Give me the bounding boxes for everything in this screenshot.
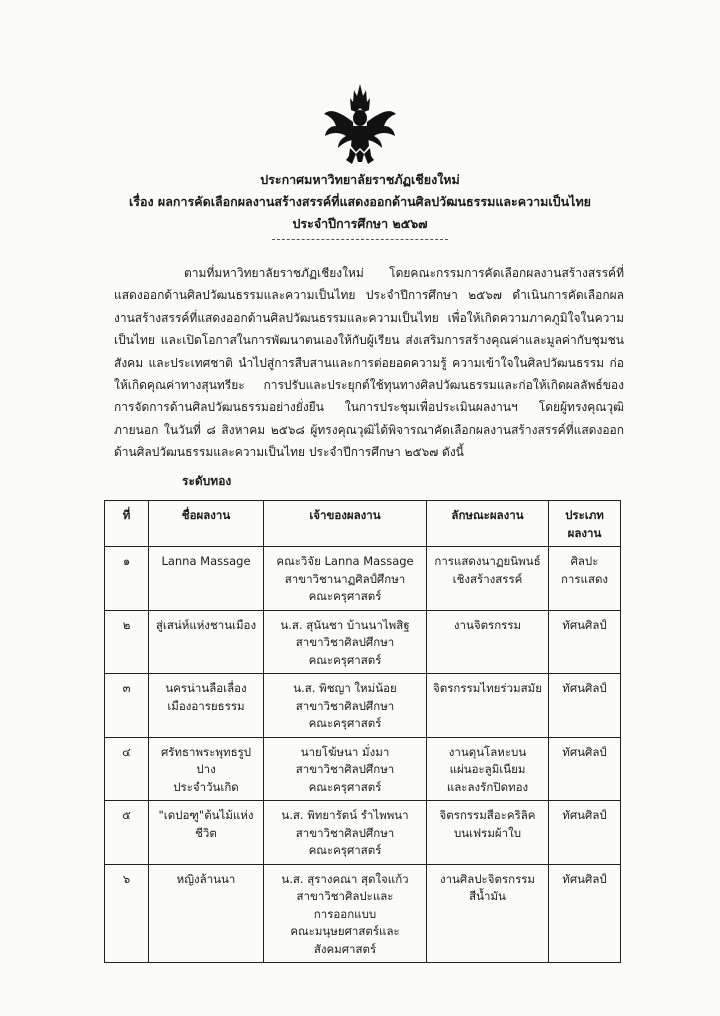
title-separator [272,239,448,240]
header-work-name: ชื่อผลงาน [149,501,264,547]
cell-owner: น.ส. พิทยารัตน์ รำไพพนา สาขาวิชาศิลปศึกษา คณะครุศาสตร์ [264,801,427,865]
cell-name: นครน่านลือเลื่อง เมืองอารยธรรม [149,674,264,738]
announcement-title: ประกาศมหาวิทยาลัยราชภัฏเชียงใหม่ [260,172,460,187]
announcement-subject: เรื่อง ผลการคัดเลือกผลงานสร้างสรรค์ที่แสดงออกด้านศิลปวัฒนธรรมและความเป็นไทย [128,194,592,209]
table-row [105,674,621,738]
table-row [105,610,621,674]
cell-type: ทัศนศิลป์ [549,864,621,963]
cell-owner: น.ส. พิชญา ใหม่น้อย สาขาวิชาศิลปศึกษา คณะครุศาสตร์ [264,674,427,738]
cell-name: "เดปอฑู"ต้นไม้แห่ง ชีวิต [149,801,264,865]
cell-style: งานดุนโลหะบน แผ่นอะลูมิเนียม และลงรักปิดทอง [427,737,549,801]
cell-owner: น.ส. สุนันชา บ้านนาไพสิฐ สาขาวิชาศิลปศึกษา คณะครุศาสตร์ [264,610,427,674]
cell-style: จิตรกรรมสีอะคริลิค บนเฟรมผ้าใบ [427,801,549,865]
award-level-heading: ระดับทอง [182,474,232,488]
awards-table [104,500,621,963]
table-row [105,864,621,963]
cell-style: จิตรกรรมไทยร่วมสมัย [427,674,549,738]
cell-owner: น.ส. สุรางคณา สุดใจแก้ว สาขาวิชาศิลปะและ การออกแบบ คณะมนุษยศาสตร์และ สังคมศาสตร์ [264,864,427,963]
cell-no: ๒ [105,610,149,674]
cell-name: หญิงล้านนา [149,864,264,963]
cell-name: สู่เสน่ห์แห่งชานเมือง [149,610,264,674]
cell-no: ๓ [105,674,149,738]
cell-type: ศิลปะ การแสดง [549,547,621,611]
table-row [105,737,621,801]
cell-name: Lanna Massage [149,547,264,611]
table-body [105,547,621,963]
cell-no: ๑ [105,547,149,611]
header-work-style: ลักษณะผลงาน [427,501,549,547]
cell-owner: คณะวิจัย Lanna Massage สาขาวิชานาฏศิลป์ศึกษา คณะครุศาสตร์ [264,547,427,611]
header-work-type: ประเภท ผลงาน [549,501,621,547]
table-row [105,547,621,611]
header-owner: เจ้าของผลงาน [264,501,427,547]
table-header-row [105,501,621,547]
announcement-paragraph: ตามที่มหาวิทยาลัยราชภัฏเชียงใหม่ โดยคณะกรรมการคัดเลือกผลงานสร้างสรรค์ที่แสดงออกด้านศิลปวัฒนธรรมและความเป็นไทย ประจำปีการศึกษา ๒๕๖๗ ดำเนินการคัดเลือกผลงานสร้างสรรค์ที่แสดงออกด้านศิลปวัฒนธรรมและความเป็นไทย เพื่อให้เกิดความภาคภูมิใจในความเป็นไทย และเปิดโอกาสในการพัฒนาตนเองให้กับผู้เรียน ส่งเสริมการสร้างคุณค่าและมูลค่ากับชุมชน สังคม และประเทศชาติ นำไปสู่การสืบสานและการต่อยอดความรู้ ความเข้าใจในศิลปวัฒนธรรม ก่อให้เกิดคุณค่าทางสุนทรียะ การปรับและประยุกต์ใช้ทุนทางศิลปวัฒนธรรมและก่อให้เกิดผลลัพธ์ของการจัดการด้านศิลปวัฒนธรรมอย่างยั่งยืน ในการประชุมเพื่อประเมินผลงานฯ โดยผู้ทรงคุณวุฒิภายนอก ในวันที่ ๘ สิงหาคม ๒๕๖๘ ผู้ทรงคุณวุฒิได้พิจารณาคัดเลือกผลงานสร้างสรรค์ที่แสดงออกด้านศิลปวัฒนธรรมและความเป็นไทย ประจำปีการศึกษา ๒๕๖๗ ดังนี้ [114,266,624,460]
cell-type: ทัศนศิลป์ [549,801,621,865]
academic-year: ประจำปีการศึกษา ๒๕๖๗ [292,216,428,231]
cell-name: ศรัทธาพระพุทธรูปปาง ประจำวันเกิด [149,737,264,801]
header-no: ที่ [105,501,149,547]
cell-no: ๖ [105,864,149,963]
cell-owner: นายโฆ้ษนา มั่งมา สาขาวิชาศิลปศึกษา คณะครุศาสตร์ [264,737,427,801]
cell-style: การแสดงนาฏยนิพนธ์ เชิงสร้างสรรค์ [427,547,549,611]
garuda-emblem [322,82,398,166]
cell-no: ๔ [105,737,149,801]
table-row [105,801,621,865]
cell-style: งานจิตรกรรม [427,610,549,674]
cell-type: ทัศนศิลป์ [549,610,621,674]
cell-type: ทัศนศิลป์ [549,737,621,801]
cell-type: ทัศนศิลป์ [549,674,621,738]
cell-style: งานศิลปะจิตรกรรม สีน้ำมัน [427,864,549,963]
cell-no: ๕ [105,801,149,865]
